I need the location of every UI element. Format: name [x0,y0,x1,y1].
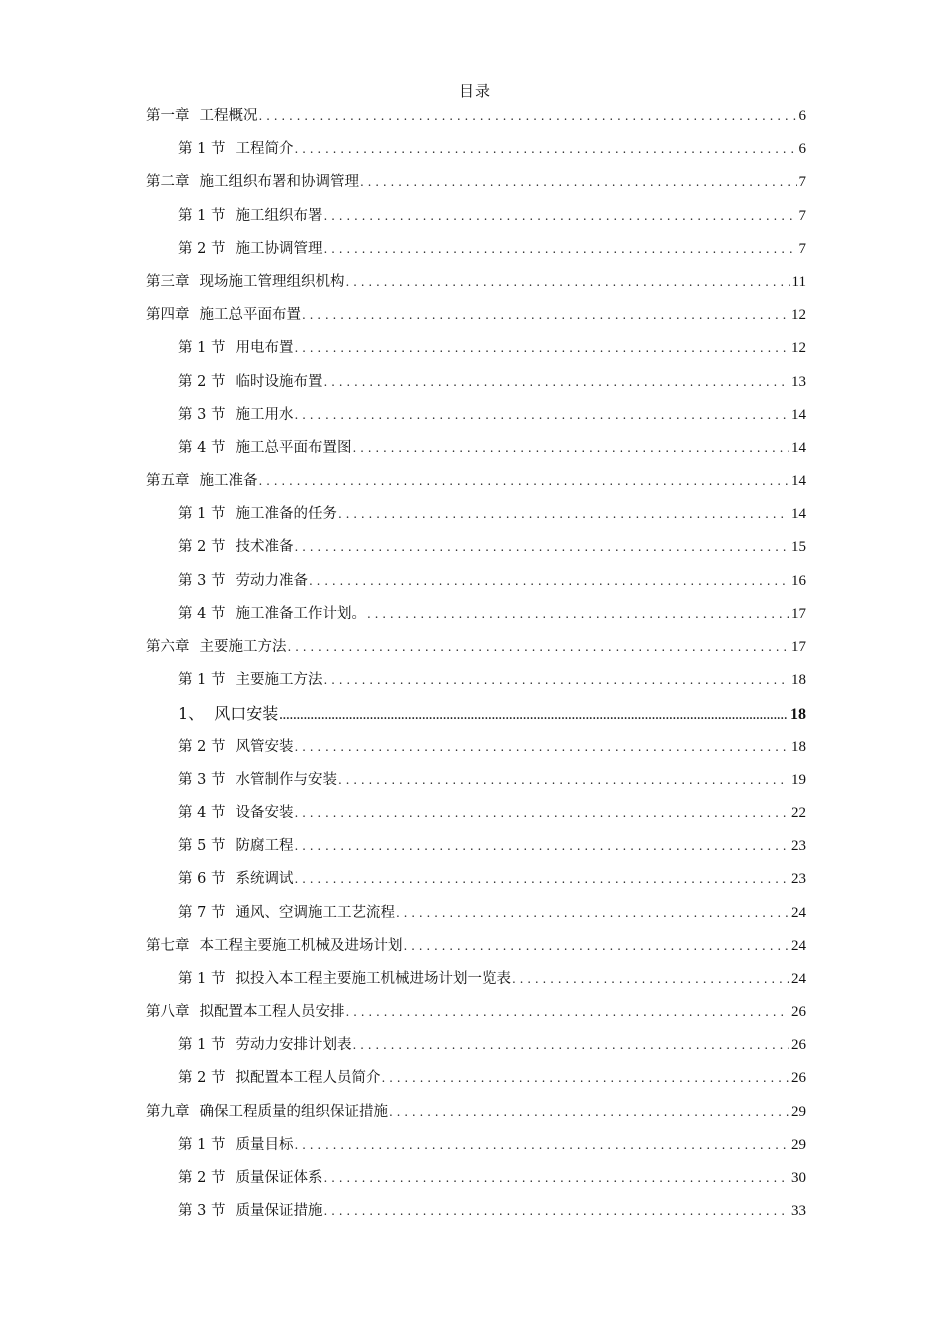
toc-entry-text: 拟投入本工程主要施工机械进场计划一览表 [235,970,511,987]
toc-entry-label [178,963,511,996]
toc-entry-page-number: 12 [791,307,806,324]
toc-entry-page-number: 23 [791,838,806,855]
toc-entry-text: 风口安装 [214,704,279,724]
toc-entry-text: 拟配置本工程人员安排 [199,1004,345,1021]
toc-dot-leader [279,697,788,733]
toc-entry-page-number: 14 [791,439,806,456]
toc-entry-label [178,664,322,697]
toc-entry-number: 第 1 节 [178,141,226,158]
toc-entry-label [178,863,293,896]
toc-entry-label [178,697,278,730]
toc-entry-label [178,897,395,930]
toc-entry-number: 第 3 节 [178,572,226,589]
toc-entry[interactable] [146,100,806,133]
toc-entry-page-number: 26 [791,1004,806,1021]
toc-dot-leader [389,1096,789,1129]
toc-dot-leader [309,565,789,598]
toc-entry[interactable] [146,1162,806,1195]
toc-entry-text: 质量保证措施 [235,1203,323,1220]
toc-entry-page-number: 6 [798,141,806,158]
toc-entry-label [178,1162,322,1195]
toc-entry[interactable] [146,432,806,465]
toc-entry-label [178,1195,322,1228]
toc-entry-page-number: 12 [791,340,806,357]
toc-entry-text: 通风、空调施工工艺流程 [235,904,395,921]
toc-dot-leader [404,930,790,963]
toc-entry-text: 施工用水 [235,406,294,423]
toc-entry-text: 主要施工方法 [199,639,287,655]
toc-dot-leader [360,166,797,199]
toc-dot-leader [512,963,789,996]
toc-entry-number: 第 6 节 [178,871,226,888]
toc-entry-label [178,399,293,432]
toc-entry[interactable] [146,863,806,896]
toc-entry-page-number: 6 [798,108,806,124]
toc-entry-number: 第 2 节 [178,373,226,390]
toc-entry-text: 风管安装 [235,738,294,755]
toc-entry[interactable] [146,465,806,498]
toc-title: 目录 [458,82,491,100]
toc-entry-text: 现场施工管理组织机构 [199,273,345,290]
toc-entry-text: 质量目标 [235,1136,294,1153]
toc-entry-page-number: 7 [798,174,806,191]
toc-entry-label [178,133,293,166]
toc-entry-label [178,797,293,830]
toc-entry[interactable] [146,332,806,365]
toc-entry[interactable] [146,366,806,399]
toc-entry-text: 本工程主要施工机械及进场计划 [199,937,403,954]
toc-entry-page-number: 22 [791,804,806,821]
toc-entry-text: 施工总平面布置图 [235,439,352,456]
toc-entry-label [178,1062,380,1095]
toc-entry-number: 第 1 节 [178,207,226,224]
toc-entry-number: 第 2 节 [178,539,226,556]
toc-entry-text: 工程简介 [235,141,294,158]
toc-entry-label [146,166,359,199]
toc-entry-text: 确保工程质量的组织保证措施 [199,1103,388,1120]
toc-dot-leader [396,897,789,930]
toc-entry-page-number: 7 [798,240,806,257]
toc-entry-label [178,830,293,863]
toc-entry-number: 第 1 节 [178,970,226,987]
toc-dot-leader [352,432,789,465]
toc-entry[interactable] [146,200,806,233]
toc-entry-page-number: 18 [790,706,806,724]
toc-entry-text: 防腐工程 [235,838,294,855]
toc-dot-leader [338,498,789,531]
toc-dot-leader [259,100,797,133]
toc-entry-number: 第六章 [146,639,190,655]
toc-entry-page-number: 17 [791,639,806,655]
toc-entry-number: 第三章 [146,273,190,290]
toc-entry-page-number: 24 [791,904,806,921]
toc-entry-text: 施工准备的任务 [235,506,337,523]
toc-entry-label [178,598,366,631]
toc-entry-label [178,764,337,797]
toc-entry-text: 施工准备 [199,473,258,490]
toc-entry-page-number: 26 [791,1070,806,1087]
toc-entry-label [146,465,258,498]
toc-dot-leader [294,830,789,863]
toc-entry-label [178,332,293,365]
toc-entry-number: 第 3 节 [178,1203,226,1220]
toc-entry[interactable] [146,764,806,797]
toc-entry-page-number: 18 [791,672,806,689]
toc-entry-label [178,233,322,266]
toc-entry-label [178,1129,293,1162]
toc-entry[interactable] [146,565,806,598]
toc-entry[interactable] [146,1029,806,1062]
toc-entry-label [146,100,258,133]
toc-entry-number: 1、 [178,704,205,724]
toc-entry[interactable] [146,830,806,863]
toc-entry[interactable] [146,963,806,996]
toc-entry-number: 第 1 节 [178,1136,226,1153]
toc-entry-number: 第 1 节 [178,672,226,689]
toc-entry-number: 第 3 节 [178,771,226,788]
toc-entry-number: 第 1 节 [178,506,226,523]
toc-entry-page-number: 17 [791,605,806,622]
toc-entry-text: 用电布置 [235,340,294,357]
toc-entry-text: 主要施工方法 [235,672,323,689]
toc-entry[interactable] [146,166,806,199]
toc-entry-label [178,432,351,465]
toc-entry-number: 第 2 节 [178,1170,226,1186]
toc-entry-page-number: 24 [791,970,806,987]
toc-entry-page-number: 29 [791,1136,806,1153]
toc-entry-text: 设备安装 [235,804,294,821]
toc-entry-text: 劳动力安排计划表 [235,1037,352,1054]
toc-entry-text: 施工协调管理 [235,240,323,257]
toc-entry[interactable] [146,731,806,764]
toc-dot-leader [294,332,789,365]
toc-entry-number: 第 3 节 [178,406,226,423]
toc-entry[interactable] [146,233,806,266]
toc-dot-leader [346,266,790,299]
toc-entry[interactable] [146,697,806,730]
toc-dot-leader [259,465,790,498]
toc-entry[interactable] [146,1062,806,1095]
toc-entry-text: 拟配置本工程人员简介 [235,1070,381,1087]
toc-entry-label [178,531,293,564]
toc-entry-page-number: 14 [791,406,806,423]
toc-dot-leader [288,631,790,664]
toc-entry-text: 施工总平面布置 [199,307,301,324]
toc-entry-number: 第 2 节 [178,738,226,755]
table-of-contents [146,100,806,1228]
toc-entry-number: 第四章 [146,307,190,324]
toc-entry[interactable] [146,133,806,166]
toc-entry-number: 第二章 [146,174,190,191]
toc-dot-leader [294,399,789,432]
toc-entry-label [178,366,322,399]
toc-entry-page-number: 11 [791,273,806,290]
toc-entry-text: 技术准备 [235,539,294,556]
toc-entry-number: 第 7 节 [178,904,226,921]
toc-entry-page-number: 19 [791,771,806,788]
toc-entry-text: 系统调试 [235,871,294,888]
toc-entry[interactable] [146,299,806,332]
toc-dot-leader [338,764,789,797]
toc-entry-page-number: 15 [791,539,806,556]
toc-entry-page-number: 24 [791,937,806,954]
toc-entry[interactable] [146,996,806,1029]
toc-entry-label [178,498,337,531]
toc-dot-leader [294,797,789,830]
toc-entry-number: 第 4 节 [178,804,226,821]
toc-dot-leader [323,1162,789,1195]
toc-entry-label [146,1096,388,1129]
toc-entry-label [146,996,345,1029]
toc-entry-number: 第七章 [146,937,190,954]
toc-entry[interactable] [146,897,806,930]
toc-entry-page-number: 33 [791,1203,806,1220]
toc-entry-number: 第九章 [146,1103,190,1120]
toc-entry-number: 第 1 节 [178,340,226,357]
toc-entry[interactable] [146,531,806,564]
toc-entry[interactable] [146,598,806,631]
toc-entry-text: 临时设施布置 [235,373,323,390]
toc-entry-label [146,930,403,963]
toc-entry-page-number: 18 [791,738,806,755]
toc-entry-text: 劳动力准备 [235,572,308,589]
toc-entry-page-number: 7 [798,207,806,224]
toc-entry-label [146,299,301,332]
toc-entry-number: 第 2 节 [178,240,226,257]
toc-entry-number: 第一章 [146,108,190,124]
toc-dot-leader [302,299,789,332]
toc-dot-leader [323,200,796,233]
toc-entry-page-number: 16 [791,572,806,589]
toc-dot-leader [323,664,789,697]
toc-entry-text: 施工组织布署和协调管理 [199,174,359,191]
toc-entry-page-number: 30 [791,1170,806,1186]
toc-dot-leader [381,1062,789,1095]
toc-entry[interactable] [146,631,806,664]
toc-entry[interactable] [146,1129,806,1162]
toc-entry-number: 第八章 [146,1004,190,1021]
toc-entry-text: 质量保证体系 [235,1170,323,1186]
toc-entry[interactable] [146,1096,806,1129]
toc-entry-label [178,1029,351,1062]
toc-entry-label [146,266,345,299]
toc-entry-page-number: 23 [791,871,806,888]
toc-entry-page-number: 14 [791,473,806,490]
toc-entry-label [178,731,293,764]
toc-dot-leader [294,731,789,764]
toc-entry-text: 水管制作与安装 [235,771,337,788]
toc-dot-leader [294,531,789,564]
toc-dot-leader [346,996,790,1029]
toc-entry-number: 第 1 节 [178,1037,226,1054]
toc-entry[interactable] [146,930,806,963]
toc-entry-text: 工程概况 [199,108,258,124]
toc-dot-leader [294,863,789,896]
toc-dot-leader [352,1029,789,1062]
toc-entry-number: 第五章 [146,473,190,490]
toc-dot-leader [294,133,796,166]
toc-dot-leader [323,366,789,399]
toc-entry[interactable] [146,797,806,830]
toc-entry-page-number: 29 [791,1103,806,1120]
toc-entry-label [178,200,322,233]
toc-entry-number: 第 2 节 [178,1070,226,1087]
toc-entry-page-number: 14 [791,506,806,523]
toc-entry-label [146,631,287,664]
toc-entry-number: 第 4 节 [178,439,226,456]
toc-entry[interactable] [146,266,806,299]
toc-entry-text: 施工准备工作计划。 [235,605,366,622]
toc-entry[interactable] [146,498,806,531]
toc-entry[interactable] [146,1195,806,1228]
toc-entry-number: 第 5 节 [178,838,226,855]
toc-dot-leader [294,1129,789,1162]
toc-entry[interactable] [146,664,806,697]
toc-dot-leader [367,598,789,631]
toc-dot-leader [323,1195,789,1228]
toc-entry-page-number: 26 [791,1037,806,1054]
toc-entry-label [178,565,308,598]
toc-entry-page-number: 13 [791,373,806,390]
toc-entry-number: 第 4 节 [178,605,226,622]
toc-entry[interactable] [146,399,806,432]
toc-dot-leader [323,233,796,266]
toc-entry-text: 施工组织布署 [235,207,323,224]
